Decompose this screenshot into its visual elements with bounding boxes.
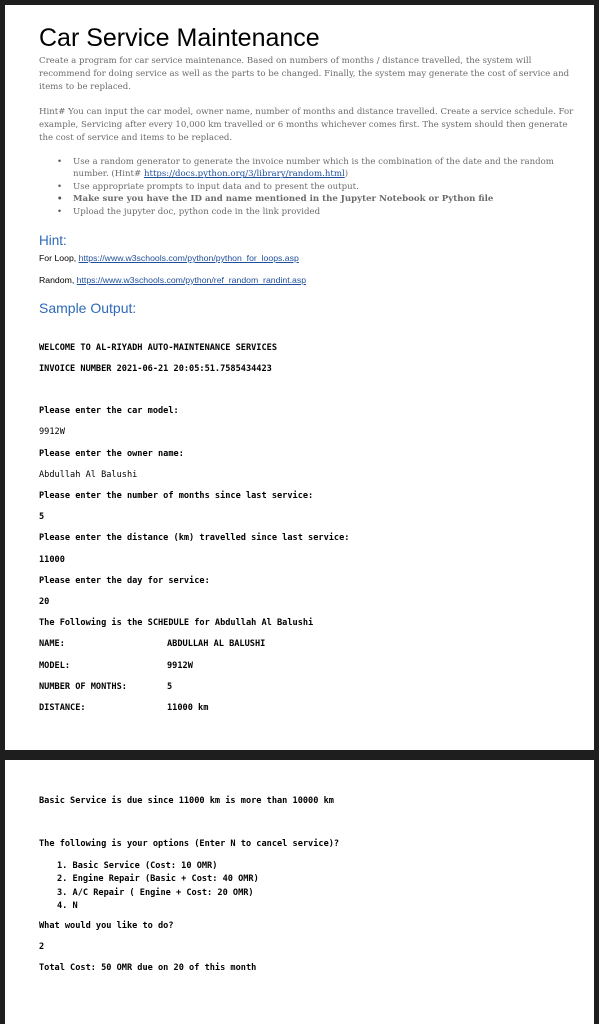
intro-paragraph: Create a program for car service maintenance. Based on numbers of months / distance travelled, the system will recommend for doing service as well as the parts to be changed. Finally, the system may generate the cost of service and items to be replaced. (39, 56, 570, 92)
page-title: Car Service Maintenance (39, 24, 320, 52)
random-link[interactable]: https://www.w3schools.com/python/ref_random_randint.asp (76, 275, 307, 285)
prompt-months: Please enter the number of months since last service: (39, 491, 314, 501)
name-label: NAME: (39, 639, 65, 649)
bullet-icon: • (57, 194, 63, 205)
prompt-car-model: Please enter the car model: (39, 406, 179, 416)
choice-value: 2 (39, 942, 45, 952)
input-months: 5 (39, 512, 45, 522)
input-service-day: 20 (39, 597, 50, 607)
list-item: 1. Basic Service (Cost: 10 OMR) (57, 861, 218, 871)
model-value: 9912W (167, 661, 193, 671)
python-random-docs-link[interactable]: https://docs.python.org/3/library/random.html (143, 169, 345, 180)
distance-value: 11000 km (167, 703, 209, 713)
bullet-icon: • (57, 157, 63, 167)
bullet-icon: • (57, 206, 63, 217)
prompt-owner-name: Please enter the owner name: (39, 449, 184, 459)
document-page-1 (5, 5, 594, 750)
prompt-service-day: Please enter the day for service: (39, 576, 210, 586)
hint-heading: Hint: (39, 233, 67, 248)
months-value: 5 (167, 682, 173, 692)
service-options-list (57, 860, 259, 914)
bullet-icon: • (57, 181, 63, 192)
service-due-line: Basic Service is due since 11000 km is more than 10000 km (39, 796, 334, 806)
list-item: • Upload the jupyter doc, python code in the link provided (57, 206, 321, 217)
list-item: 2. Engine Repair (Basic + Cost: 40 OMR) (57, 874, 259, 885)
schedule-line: The Following is the SCHEDULE for Abdullah Al Balushi (39, 618, 314, 628)
for-loop-reference: For Loop, https://www.w3schools.com/python/python_for_loops.asp (39, 253, 299, 263)
sample-output-heading: Sample Output: (39, 300, 137, 316)
hint-paragraph: Hint# You can input the car model, owner name, number of months and distance travelled. Create a service schedule. For example, Servicing after every 10,000 km travelled or 6 months whichever comes first. The system should then generate the cost of service and items to be replaced. (39, 107, 574, 143)
for-loop-link[interactable]: https://www.w3schools.com/python/python_for_loops.asp (78, 253, 299, 263)
options-prompt: The following is your options (Enter N to cancel service)? (39, 839, 340, 849)
months-label: NUMBER OF MONTHS: (39, 682, 127, 692)
total-cost-line: Total Cost: 50 OMR due on 20 of this month (39, 963, 257, 973)
welcome-line: WELCOME TO AL-RIYADH AUTO-MAINTENANCE SERVICES (39, 343, 277, 353)
list-item: 3. A/C Repair ( Engine + Cost: 20 OMR) (57, 887, 254, 898)
list-item: • Use appropriate prompts to input data and to present the output. (57, 181, 359, 192)
requirements-list (57, 156, 572, 218)
model-label: MODEL: (39, 661, 71, 671)
name-value: ABDULLAH AL BALUSHI (167, 639, 266, 649)
distance-label: DISTANCE: (39, 703, 86, 713)
list-item: • Make sure you have the ID and name mentioned in the Jupyter Notebook or Python file (57, 194, 494, 205)
input-owner-name: Abdullah Al Balushi (39, 470, 138, 480)
document-page-2 (5, 760, 594, 1024)
input-distance: 11000 (39, 555, 65, 565)
invoice-line: INVOICE NUMBER 2021-06-21 20:05:51.7585434423 (39, 364, 272, 374)
prompt-distance: Please enter the distance (km) travelled since last service: (39, 533, 350, 543)
list-item: • Use a random generator to generate the invoice number which is the combination of the date and the random number. (Hint# https://docs.python.org/3/library/random.html) (57, 157, 554, 180)
choice-prompt: What would you like to do? (39, 921, 174, 931)
random-reference: Random, https://www.w3schools.com/python/ref_random_randint.asp (39, 275, 307, 285)
input-car-model: 9912W (39, 427, 65, 437)
list-item: 4. N (57, 901, 78, 912)
